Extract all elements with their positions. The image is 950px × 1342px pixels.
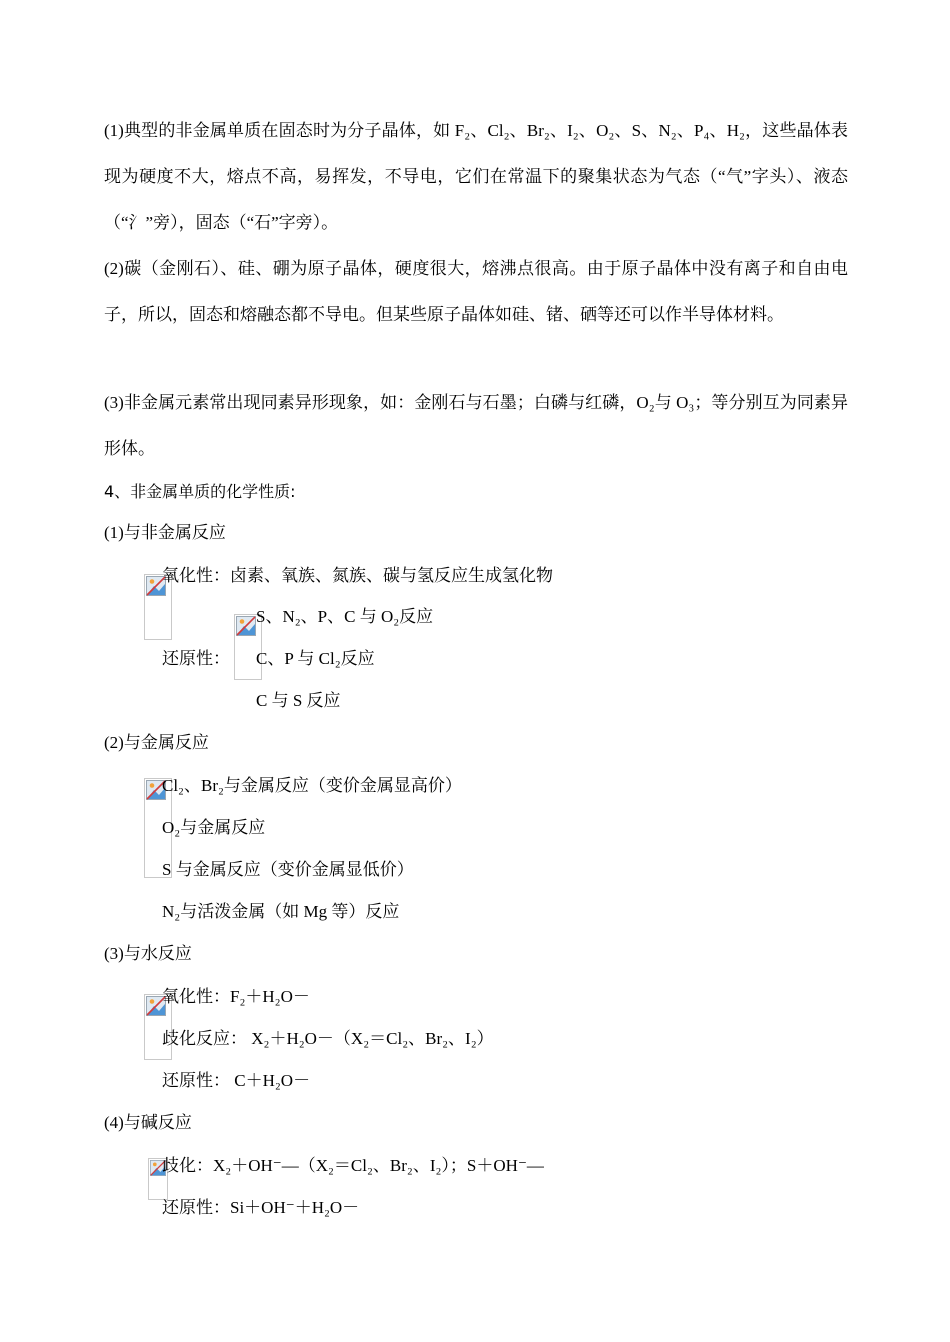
reducing-item: C、P 与 Cl₂反应 bbox=[256, 649, 375, 668]
metal-reaction-item: Cl₂、Br₂与金属反应（变价金属显高价） bbox=[162, 776, 462, 795]
oxidizing-line: 氧化性：卤素、氧族、氮族、碳与氢反应生成氢化物 bbox=[162, 566, 553, 585]
subsection-title: (1)与非金属反应 bbox=[104, 523, 226, 542]
alkali-reaction-item: 还原性：Si＋OH⁻＋H₂O－ bbox=[162, 1198, 360, 1217]
broken-image-icon bbox=[236, 616, 256, 636]
section-heading: 4、非金属单质的化学性质: bbox=[104, 482, 296, 501]
alkali-reaction-item: 歧化：X₂＋OH⁻—（X₂＝Cl₂、Br₂、I₂）；S＋OH⁻— bbox=[162, 1156, 544, 1175]
paragraph-molecular-crystals: (1)典型的非金属单质在固态时为分子晶体，如 F₂、Cl₂、Br₂、I₂、O₂、S、N₂、P₄、H₂，这些晶体表现为硬度不大，熔点不高，易挥发，不导电，它们在常温下的聚集状态为气态（“气”字头）、液态（“氵”旁），固态（“石”字旁）。 bbox=[104, 121, 848, 232]
water-reaction-item: 歧化反应： X₂＋H₂O－（X₂＝Cl₂、Br₂、I₂） bbox=[162, 1029, 494, 1048]
paragraph-atomic-crystals: (2)碳（金刚石）、硅、硼为原子晶体，硬度很大，熔沸点很高。由于原子晶体中没有离子和自由电子，所以，固态和熔融态都不导电。但某些原子晶体如硅、锗、硒等还可以作半导体材料。 bbox=[104, 259, 848, 324]
metal-reaction-item: N₂与活泼金属（如 Mg 等）反应 bbox=[162, 902, 400, 921]
metal-reaction-item: O₂与金属反应 bbox=[162, 818, 266, 837]
subsection-title: (3)与水反应 bbox=[104, 944, 192, 963]
subsection-title: (4)与碱反应 bbox=[104, 1113, 192, 1132]
subsection-title: (2)与金属反应 bbox=[104, 733, 209, 752]
water-reaction-item: 还原性： C＋H₂O－ bbox=[162, 1071, 311, 1090]
reducing-item: S、N₂、P、C 与 O₂反应 bbox=[256, 607, 434, 626]
metal-reaction-item: S 与金属反应（变价金属显低价） bbox=[162, 860, 414, 879]
reducing-label: 还原性： bbox=[162, 649, 230, 668]
water-reaction-item: 氧化性：F₂＋H₂O－ bbox=[162, 987, 310, 1006]
paragraph-allotropes: (3)非金属元素常出现同素异形现象，如：金刚石与石墨；白磷与红磷，O₂与 O₃；等分别互为同素异形体。 bbox=[104, 393, 848, 458]
reducing-item: C 与 S 反应 bbox=[256, 691, 341, 710]
